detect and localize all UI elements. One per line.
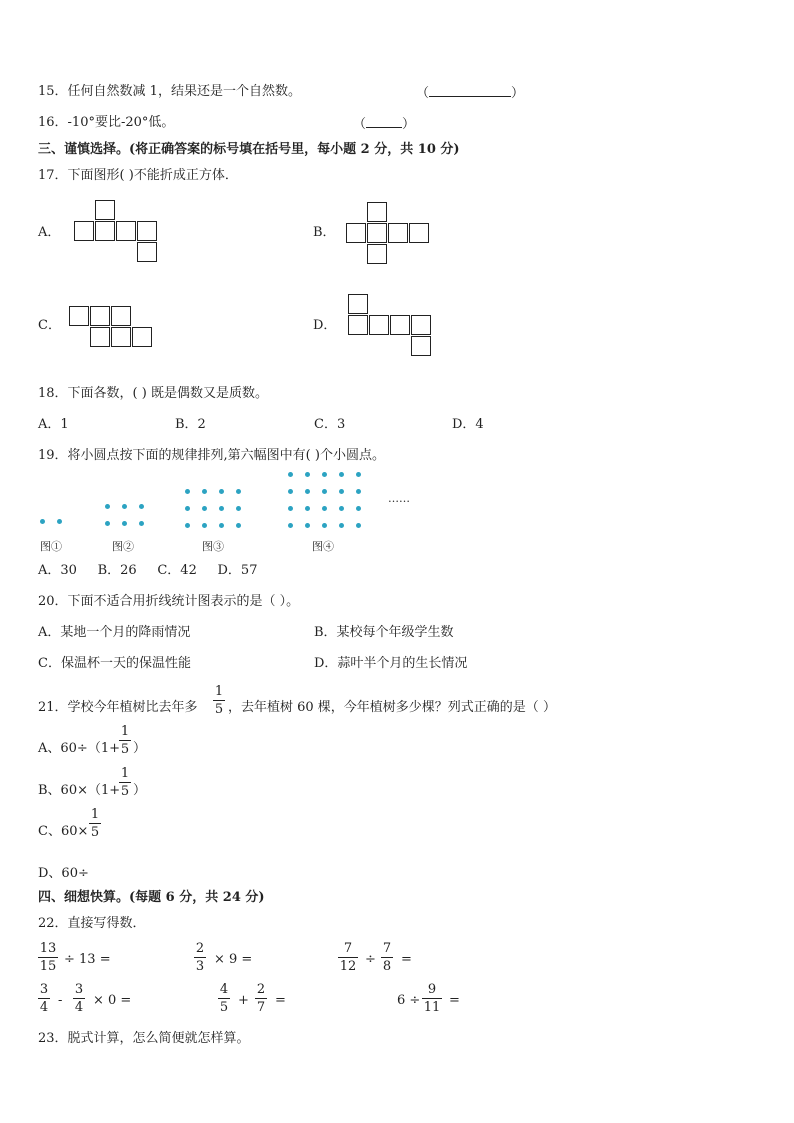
dot <box>185 489 190 494</box>
fraction-bar <box>89 823 101 824</box>
dot <box>139 521 144 526</box>
dot <box>288 489 293 494</box>
q17-option-d-label: D． <box>313 318 337 333</box>
net-cell <box>90 306 110 326</box>
net-cell <box>95 200 115 220</box>
q20-option-a[interactable]: A．某地一个月的降雨情况 <box>38 625 191 640</box>
frac-den: 8 <box>382 959 392 974</box>
q21-frac-num: 1 <box>214 684 224 699</box>
dot <box>305 506 310 511</box>
frac-num: 4 <box>219 982 229 997</box>
frac-num: 13 <box>39 941 57 956</box>
dot <box>356 523 361 528</box>
q17-option-c-label: C． <box>38 318 61 333</box>
net-cell <box>411 315 431 335</box>
net-cell <box>346 223 366 243</box>
dot <box>305 489 310 494</box>
dot <box>219 506 224 511</box>
frac-num: 9 <box>427 982 437 997</box>
dot <box>288 506 293 511</box>
fraction-bar <box>213 700 225 701</box>
q19-figure-1-label: 图① <box>40 540 62 553</box>
q21-option-a-fraction <box>119 724 131 757</box>
q22-e2-rest: × 9 = <box>214 952 253 967</box>
fraction-bar <box>255 998 267 999</box>
fraction-bar <box>119 782 131 783</box>
q21-option-a-close: ） <box>133 741 147 756</box>
frac-den: 5 <box>90 825 100 840</box>
q22-e5-eq: = <box>275 993 286 1008</box>
dot <box>339 523 344 528</box>
q19-figure-3-label: 图③ <box>202 540 224 553</box>
dot <box>288 472 293 477</box>
dot <box>40 519 45 524</box>
net-cell <box>348 294 368 314</box>
dot <box>305 472 310 477</box>
q21-text-after: ，去年植树 60 棵，今年植树多少棵？列式正确的是（ ） <box>228 700 556 715</box>
q18-option-c[interactable]: C．3 <box>314 417 346 432</box>
q22-e3-eq: = <box>401 952 412 967</box>
q17-text: 17．下面图形( )不能折成正方体． <box>38 168 238 183</box>
dot <box>322 472 327 477</box>
q22-e3-fraction-2 <box>381 941 393 974</box>
q20-option-b[interactable]: B．某校每个年级学生数 <box>314 625 454 640</box>
q18-text: 18．下面各数，( ) 既是偶数又是质数。 <box>38 386 268 401</box>
q15-answer-bracket[interactable] <box>416 84 524 102</box>
fraction-bar <box>73 998 85 999</box>
q19-options[interactable]: A．30 B．26 C．42 D．57 <box>38 563 258 578</box>
fraction-bar <box>38 998 50 999</box>
dot <box>202 523 207 528</box>
q21-frac-den: 5 <box>214 702 224 717</box>
net-cell <box>90 327 110 347</box>
section4-title: 四、细想快算。(每题 6 分，共 24 分) <box>38 890 265 905</box>
q18-option-a[interactable]: A．1 <box>38 417 69 432</box>
net-cell <box>95 221 115 241</box>
q22-e6-eq: = <box>449 993 460 1008</box>
dot <box>202 506 207 511</box>
dot <box>105 504 110 509</box>
frac-den: 3 <box>195 959 205 974</box>
dot <box>236 506 241 511</box>
frac-den: 4 <box>74 1000 84 1015</box>
q15-text: 15．任何自然数减 1，结果还是一个自然数。 <box>38 84 301 99</box>
frac-num: 2 <box>256 982 266 997</box>
q15-bracket-open: （ <box>416 86 430 101</box>
q22-e6-fraction <box>422 982 442 1015</box>
dot <box>356 506 361 511</box>
q22-e6-pre: 6 ÷ <box>397 993 421 1008</box>
net-cell <box>409 223 429 243</box>
frac-num: 3 <box>39 982 49 997</box>
q16-answer-bracket[interactable] <box>353 115 415 133</box>
q22-text: 22．直接写得数． <box>38 916 146 931</box>
q16-bracket-open: （ <box>353 117 367 132</box>
dot <box>339 506 344 511</box>
frac-num: 7 <box>382 941 392 956</box>
dot <box>185 506 190 511</box>
q22-e4-op: - <box>58 993 63 1008</box>
frac-num: 3 <box>74 982 84 997</box>
q22-e5-op: + <box>238 993 249 1008</box>
dot <box>356 472 361 477</box>
dot <box>139 504 144 509</box>
q22-e3-op: ÷ <box>365 952 376 967</box>
q15-bracket-close: ） <box>511 86 525 101</box>
q18-option-b[interactable]: B．2 <box>175 417 206 432</box>
q21-option-c[interactable]: C、60× <box>38 824 89 839</box>
q22-e4-rest: × 0 = <box>93 993 132 1008</box>
dot <box>202 489 207 494</box>
net-cell <box>132 327 152 347</box>
q19-figure-4-label: 图④ <box>312 540 334 553</box>
frac-den: 15 <box>39 959 57 974</box>
q22-e4-fraction-1 <box>38 982 50 1015</box>
frac-den: 11 <box>423 1000 441 1015</box>
net-cell <box>116 221 136 241</box>
q16-answer-blank[interactable] <box>366 115 402 128</box>
frac-num: 1 <box>120 724 130 739</box>
net-cell <box>348 315 368 335</box>
q15-answer-blank[interactable] <box>429 84 511 97</box>
frac-den: 12 <box>339 959 357 974</box>
fraction-bar <box>338 957 358 958</box>
q21-option-d[interactable]: D、60÷ <box>38 866 89 881</box>
dot <box>236 523 241 528</box>
q21-option-b[interactable]: B、60×（1+ <box>38 783 121 798</box>
frac-num: 1 <box>90 807 100 822</box>
q22-e1-rest: ÷ 13 = <box>64 952 111 967</box>
dot <box>339 489 344 494</box>
net-cell <box>74 221 94 241</box>
dot <box>219 523 224 528</box>
dot <box>339 472 344 477</box>
fraction-bar <box>381 957 393 958</box>
frac-den: 5 <box>219 1000 229 1015</box>
q16-bracket-close: ） <box>402 117 416 132</box>
q21-option-b-close: ） <box>133 783 147 798</box>
q18-option-d[interactable]: D．4 <box>452 417 484 432</box>
q17-option-a-label: A． <box>38 225 61 240</box>
net-cell <box>69 306 89 326</box>
frac-den: 7 <box>256 1000 266 1015</box>
dot <box>322 489 327 494</box>
dot <box>185 523 190 528</box>
fraction-bar <box>38 957 58 958</box>
q21-option-a[interactable]: A、60÷（1+ <box>38 741 120 756</box>
frac-num: 7 <box>343 941 353 956</box>
frac-num: 2 <box>195 941 205 956</box>
dot <box>105 521 110 526</box>
fraction-bar <box>119 740 131 741</box>
net-cell <box>390 315 410 335</box>
q21-option-c-fraction <box>89 807 101 840</box>
q22-e3-fraction-1 <box>338 941 358 974</box>
dot <box>356 489 361 494</box>
q20-option-d[interactable]: D．蒜叶半个月的生长情况 <box>314 656 468 671</box>
q22-e4-fraction-2 <box>73 982 85 1015</box>
net-cell <box>111 327 131 347</box>
q16-text: 16．-10°要比-20°低。 <box>38 115 175 130</box>
net-cell <box>388 223 408 243</box>
frac-den: 5 <box>120 784 130 799</box>
q22-e2-fraction <box>194 941 206 974</box>
dot <box>305 523 310 528</box>
q21-fraction <box>213 684 225 717</box>
q22-e1-fraction <box>38 941 58 974</box>
net-cell <box>367 244 387 264</box>
q20-option-c[interactable]: C．保温杯一天的保温性能 <box>38 656 191 671</box>
net-cell <box>367 223 387 243</box>
q23-text: 23．脱式计算，怎么简便就怎样算。 <box>38 1031 250 1046</box>
dot <box>122 504 127 509</box>
q20-text: 20．下面不适合用折线统计图表示的是（ ）。 <box>38 594 300 609</box>
fraction-bar <box>422 998 442 999</box>
q22-e5-fraction-1 <box>218 982 230 1015</box>
dot <box>322 506 327 511</box>
q19-text: 19．将小圆点按下面的规律排列,第六幅图中有( )个小圆点。 <box>38 448 385 463</box>
frac-den: 5 <box>120 742 130 757</box>
dot <box>288 523 293 528</box>
q19-ellipsis: …… <box>388 492 410 505</box>
dot <box>122 521 127 526</box>
net-cell <box>137 242 157 262</box>
net-cell <box>369 315 389 335</box>
dot <box>219 489 224 494</box>
section3-title: 三、谨慎选择。(将正确答案的标号填在括号里，每小题 2 分，共 10 分) <box>38 142 460 157</box>
dot <box>57 519 62 524</box>
dot <box>322 523 327 528</box>
q17-option-b-label: B． <box>313 225 336 240</box>
fraction-bar <box>194 957 206 958</box>
net-cell <box>367 202 387 222</box>
q22-e5-fraction-2 <box>255 982 267 1015</box>
q19-figure-2-label: 图② <box>112 540 134 553</box>
fraction-bar <box>218 998 230 999</box>
frac-num: 1 <box>120 766 130 781</box>
q21-text-before: 21．学校今年植树比去年多 <box>38 700 198 715</box>
net-cell <box>137 221 157 241</box>
net-cell <box>411 336 431 356</box>
dot <box>236 489 241 494</box>
net-cell <box>111 306 131 326</box>
q21-option-b-fraction <box>119 766 131 799</box>
frac-den: 4 <box>39 1000 49 1015</box>
